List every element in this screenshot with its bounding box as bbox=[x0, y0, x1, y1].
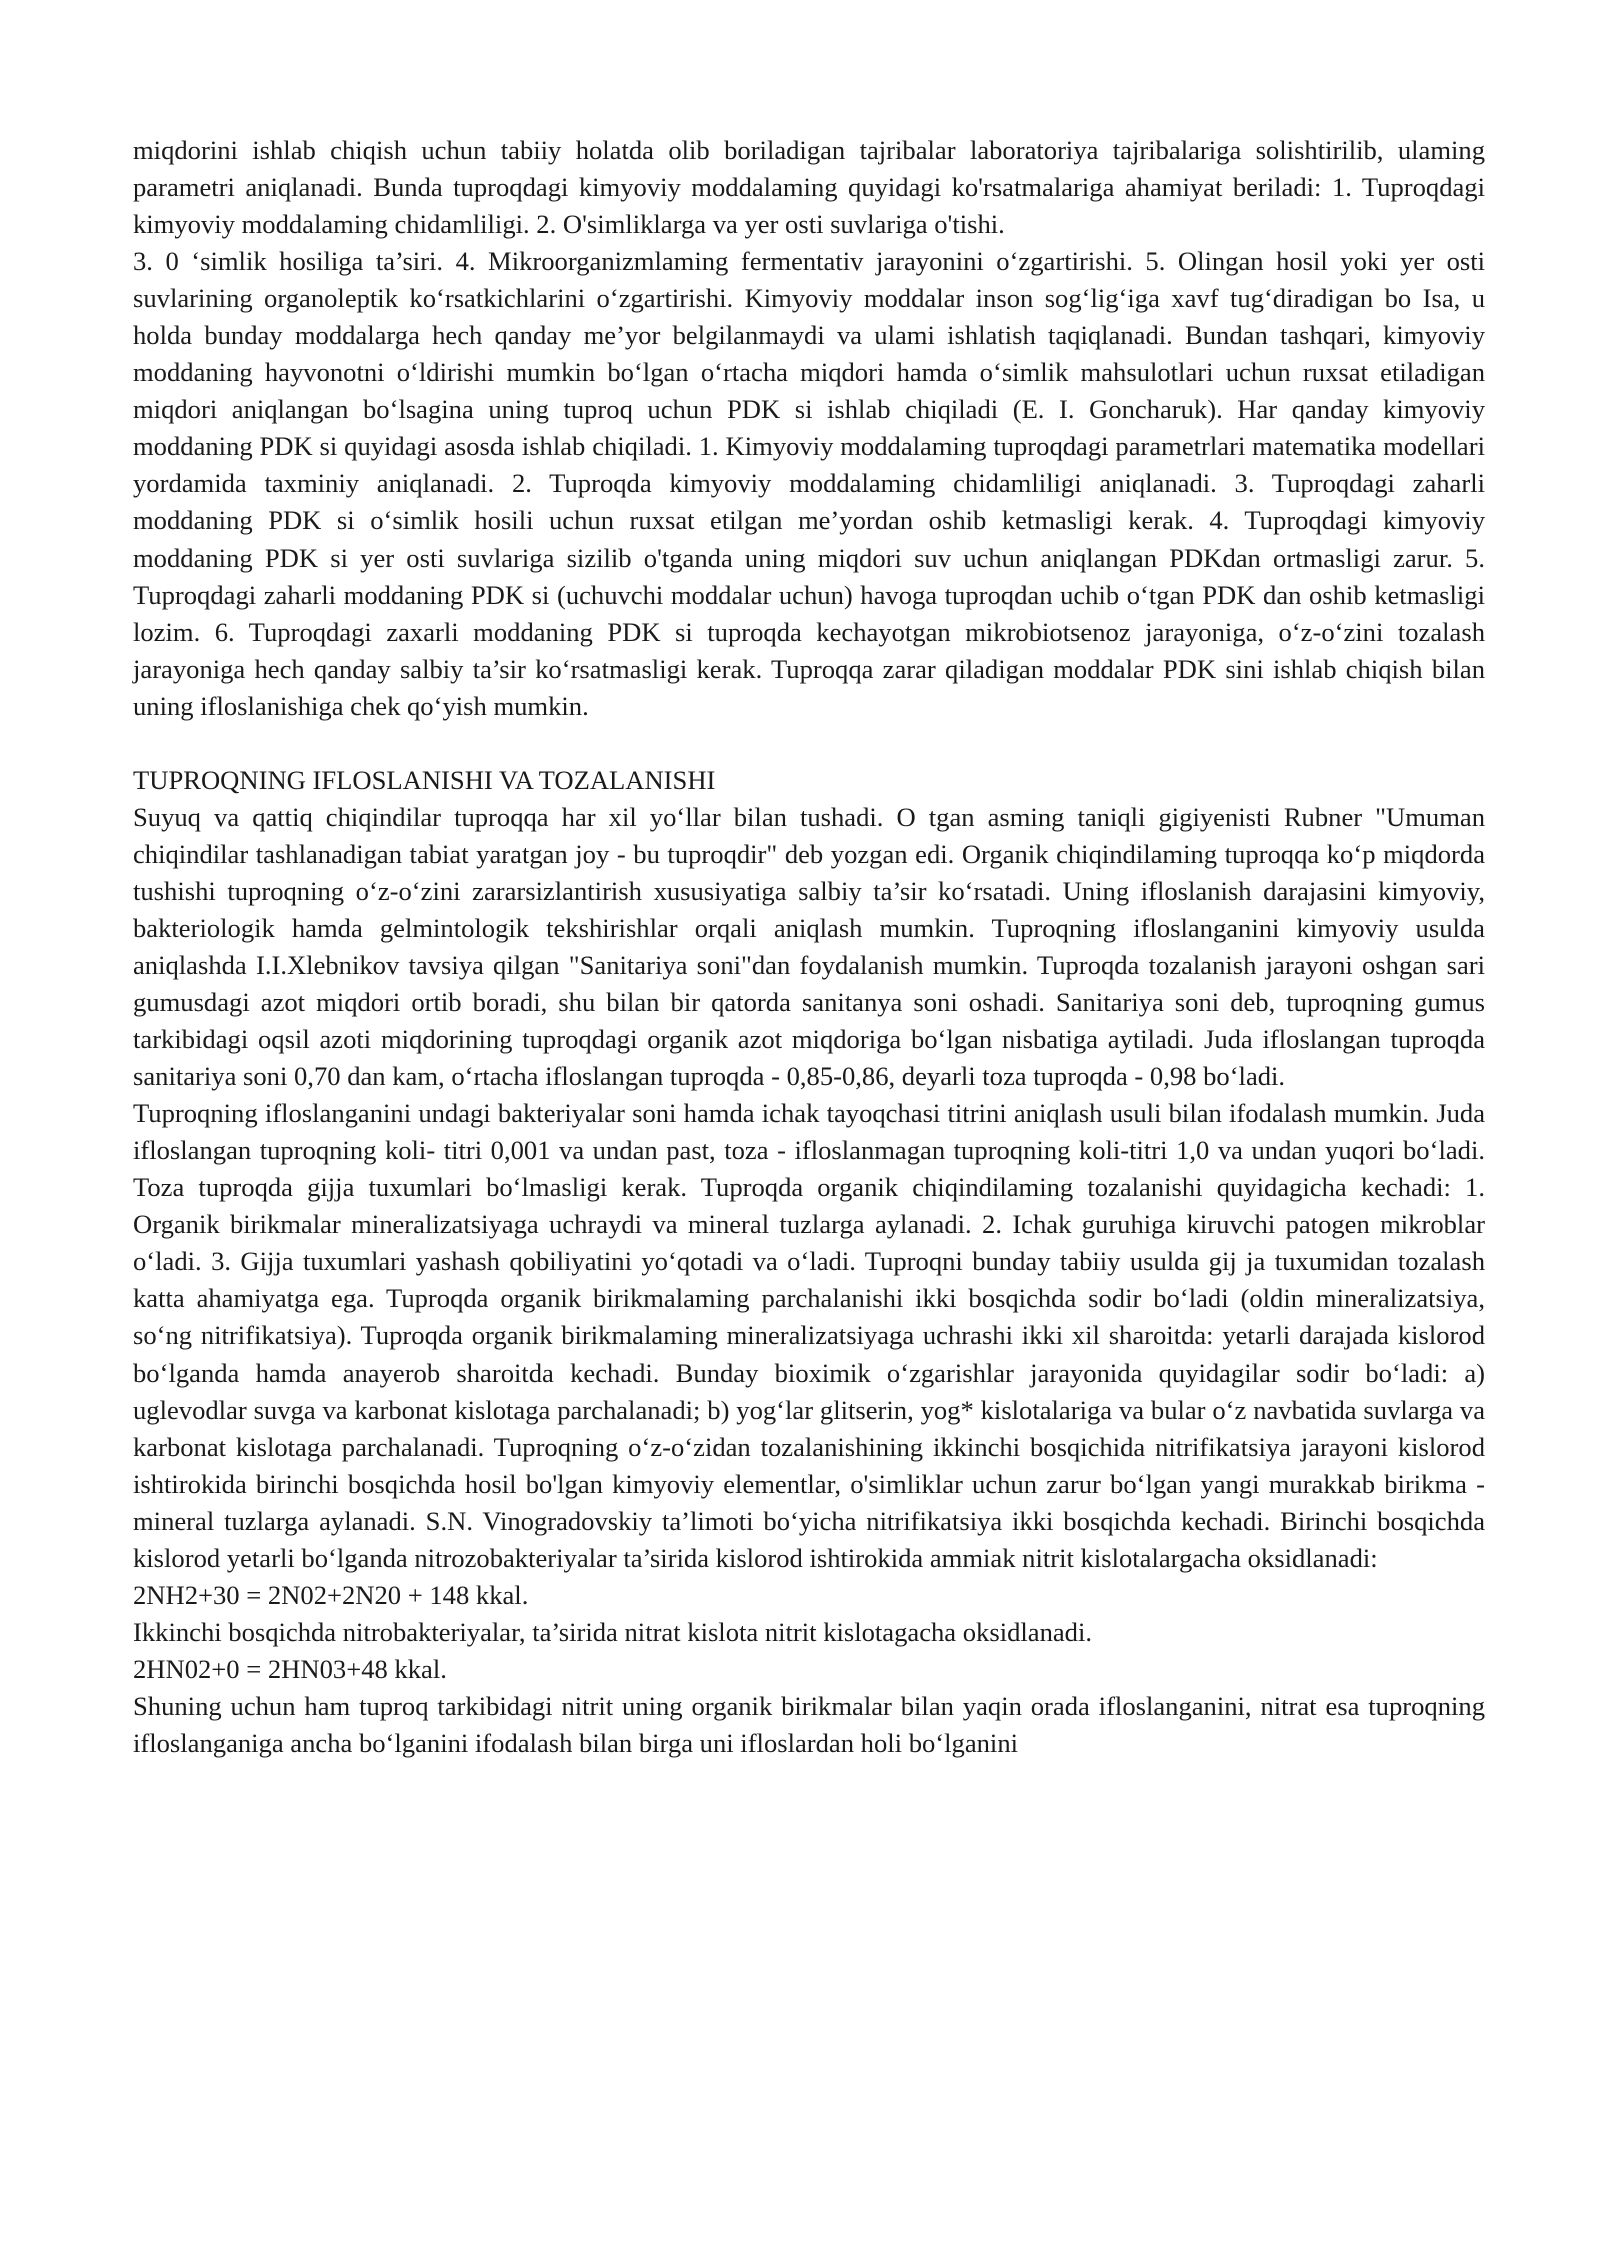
paragraph-nitrite-nitrate: Shuning uchun ham tuproq tarkibidagi nitrit uning organik birikmalar bilan yaqin orada ifloslanganini, nitrat esa tuproqning ifloslanganiga ancha bo‘lganini ifodalash bilan birga uni ifloslardan holi bo‘lganini bbox=[133, 1690, 1485, 1758]
paragraph-second-stage: Ikkinchi bosqichda nitrobakteriyalar, ta’sirida nitrat kislota nitrit kislotagacha oksidlanadi. bbox=[133, 1616, 1093, 1647]
formula-first-stage: 2NH2+30 = 2N02+2N20 + 148 kkal. bbox=[133, 1579, 529, 1610]
paragraph-self-cleaning: Tuproqning ifloslanganini undagi bakteriyalar soni hamda ichak tayoqchasi titrini aniqlash usuli bilan ifodalash mumkin. Juda ifloslangan tuproqning koli- titri 0,001 va undan past, toza - ifloslanmagan tuproqning koli-titri 1,0 va undan yuqori bo‘ladi. Toza tuproqda gijja tuxumlari bo‘lmasligi kerak. Tuproqda organik chiqindilaming tozalanishi quyidagicha kechadi: 1. Organik birikmalar mineralizatsiyaga uchraydi va mineral tuzlarga aylanadi. 2. Ichak guruhiga kiruvchi patogen mikroblar o‘ladi. 3. Gijja tuxumlari yashash qobiliyatini yo‘qotadi va o‘ladi. Tuproqni bunday tabiiy usulda gij ja tuxumidan tozalash katta ahamiyatga ega. Tuproqda organik birikmalaming parchalanishi ikki bosqichda sodir bo‘ladi (oldin mineralizatsiya, so‘ng nitrifikatsiya). Tuproqda organik birikmalaming mineralizatsiyaga uchrashi ikki xil sharoitda: yetarli darajada kislorod bo‘lganda hamda anayerob sharoitda kechadi. Bunday bioximik o‘zgarishlar jarayonida quyidagilar sodir bo‘ladi: a) uglevodlar suvga va karbonat kislotaga parchalanadi; b) yog‘lar glitserin, yog* kislotalariga va bular o‘z navbatida suvlarga va karbonat kislotaga parchalanadi. Tuproqning o‘z-o‘zidan tozalanishining ikkinchi bosqichida nitrifikatsiya jarayoni kislorod ishtirokida birinchi bosqichda hosil bo'lgan kimyoviy elementlar, o'simliklar uchun zarur bo‘lgan yangi murakkab birikma - mineral tuzlarga aylanadi. S.N. Vinogradovskiy ta’limoti bo‘yicha nitrifikatsiya ikki bosqichda kechadi. Birinchi bosqichda kislorod yetarli bo‘lganda nitrozobakteriyalar ta’sirida kislorod ishtirokida ammiak nitrit kislotalargacha oksidlanadi: bbox=[133, 1098, 1485, 1573]
formula-second-stage: 2HN02+0 = 2HN03+48 kkal. bbox=[133, 1653, 447, 1684]
paragraph-pollution: Suyuq va qattiq chiqindilar tuproqqa har xil yo‘llar bilan tushadi. O tgan asming taniqli gigiyenisti Rubner "Umuman chiqindilar tashlanadigan tabiat yaratgan joy - bu tuproqdir" deb yozgan edi. Organik chiqindilaming tuproqqa ko‘p miqdorda tushishi tuproqning o‘z-o‘zini zararsizlantirish xususiyatiga salbiy ta’sir ko‘rsatadi. Uning ifloslanish darajasini kimyoviy, bakteriologik hamda gelmintologik tekshirishlar orqali aniqlash mumkin. Tuproqning ifloslanganini kimyoviy usulda aniqlashda I.I.Xlebnikov tavsiya qilgan "Sanitariya soni"dan foydalanish mumkin. Tuproqda tozalanish jarayoni oshgan sari gumusdagi azot miqdori ortib boradi, shu bilan bir qatorda sanitanya soni oshadi. Sanitariya soni deb, tuproqning gumus tarkibidagi oqsil azoti miqdorining tuproqdagi organik azot miqdoriga bo‘lgan nisbatiga aytiladi. Juda ifloslangan tuproqda sanitariya soni 0,70 dan kam, o‘rtacha ifloslangan tuproqda - 0,85-0,86, deyarli toza tuproqda - 0,98 bo‘ladi. bbox=[133, 801, 1485, 1092]
document-page bbox=[133, 132, 1485, 1762]
paragraph-pdk-intro: miqdorini ishlab chiqish uchun tabiiy holatda olib boriladigan tajribalar laboratoriya tajribalariga solishtirilib, ulaming parametri aniqlanadi. Bunda tuproqdagi kimyoviy moddalaming quyidagi ko'rsatmalariga ahamiyat beriladi: 1. Tuproqdagi kimyoviy moddalaming chidamliligi. 2. O'simliklarga va yer osti suvlariga o'tishi. bbox=[133, 135, 1485, 240]
paragraph-pdk-criteria: 3. 0 ‘simlik hosiliga ta’siri. 4. Mikroorganizmlaming fermentativ jarayonini o‘zgartirishi. 5. Olingan hosil yoki yer osti suvlarining organoleptik ko‘rsatkichlarini o‘zgartirishi. Kimyoviy moddalar inson sog‘lig‘iga xavf tug‘diradigan bo Isa, u holda bunday moddalarga hech qanday me’yor belgilanmaydi va ulami ishlatish taqiqlanadi. Bundan tashqari, kimyoviy moddaning hayvonotni o‘ldirishi mumkin bo‘lgan o‘rtacha miqdori hamda o‘simlik mahsulotlari uchun ruxsat etiladigan miqdori aniqlangan bo‘lsagina uning tuproq uchun PDK si ishlab chiqiladi (E. I. Goncharuk). Har qanday kimyoviy moddaning PDK si quyidagi asosda ishlab chiqiladi. 1. Kimyoviy moddalaming tuproqdagi parametrlari matematika modellari yordamida taxminiy aniqlanadi. 2. Tuproqda kimyoviy moddalaming chidamliligi aniqlanadi. 3. Tuproqdagi zaharli moddaning PDK si o‘simlik hosili uchun ruxsat etilgan me’yordan oshib ketmasligi kerak. 4. Tuproqdagi kimyoviy moddaning PDK si yer osti suvlariga sizilib o'tganda uning miqdori suv uchun aniqlangan PDKdan ortmasligi zarur. 5. Tuproqdagi zaharli moddaning PDK si (uchuvchi moddalar uchun) havoga tuproqdan uchib o‘tgan PDK dan oshib ketmasligi lozim. 6. Tuproqdagi zaxarli moddaning PDK si tuproqda kechayotgan mikrobiotsenoz jarayoniga, o‘z-o‘zini tozalash jarayoniga hech qanday salbiy ta’sir ko‘rsatmasligi kerak. Tuproqqa zarar qiladigan moddalar PDK sini ishlab chiqish bilan uning ifloslanishiga chek qo‘yish mumkin. bbox=[133, 246, 1485, 721]
section-heading: TUPROQNING IFLOSLANISHI VA TOZALANISHI bbox=[133, 764, 716, 795]
